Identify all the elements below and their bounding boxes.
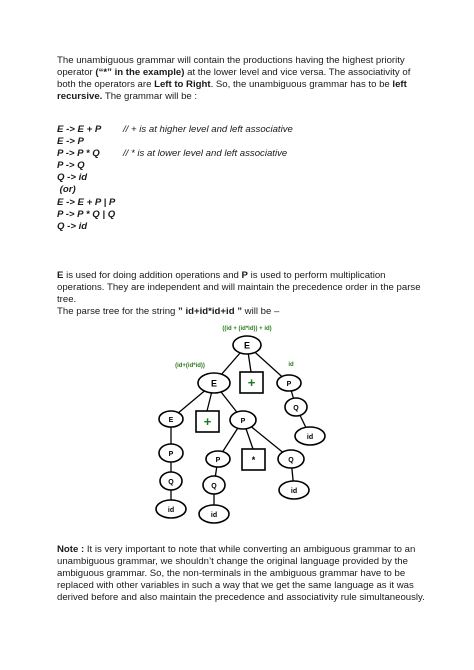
tree-node-id-q-inner [279, 481, 309, 499]
node-label: E [168, 417, 174, 424]
tree-node-id-right [295, 427, 325, 445]
intro-text-2: at the lower level and vice versa. The associativity of both the operators are [57, 67, 411, 91]
tree-node-q-left [160, 472, 182, 490]
tree-node-star [242, 449, 265, 470]
grammar-line: P -> P * Q | Q [57, 208, 116, 220]
tree-node-plus-mid [196, 411, 219, 432]
tree-node-p-left [159, 444, 183, 462]
node-label: + [247, 375, 256, 390]
annotation-right: id [288, 362, 294, 368]
grammar-comment-1: // + is at higher level and left associative [123, 124, 293, 135]
usage-text-1: is used for doing addition operations and [63, 270, 242, 281]
tree-node-e-mid [198, 373, 230, 393]
node-label: P [240, 418, 246, 425]
tree-node-plus-top [240, 372, 263, 393]
grammar-line: (or) [57, 184, 76, 196]
node-label: P [286, 381, 292, 388]
tree-node-root-e [233, 336, 261, 354]
node-label: Q [168, 479, 174, 486]
tree-node-q-under-p [203, 476, 225, 494]
node-label: Q [211, 483, 217, 490]
grammar-line: E -> P [57, 136, 84, 148]
node-label: id [210, 512, 218, 519]
usage-text-2: is used to perform multiplication operations. They are independent and will maintain the precedence order in the parse tree. [57, 270, 421, 306]
node-label: id [290, 488, 298, 495]
grammar-line: P -> Q [57, 160, 85, 172]
node-label: P [168, 451, 174, 458]
usage-text-3: The parse tree for the string [57, 306, 179, 318]
tree-node-q-right [285, 398, 307, 416]
usage-text-4: will be – [242, 306, 280, 318]
node-label: id [306, 434, 314, 441]
annotation-left: (id+(id*id)) [175, 363, 205, 369]
grammar-line: Q -> id [57, 220, 88, 232]
intro-bold-1: (“*” in the example) [95, 67, 185, 79]
usage-bold-p: P [241, 270, 248, 281]
intro-text-4: The grammar will be : [102, 91, 198, 103]
node-label: * [251, 455, 256, 465]
grammar-comment-2: // * is at lower level and left associative [123, 148, 288, 159]
node-label: Q [288, 457, 294, 464]
node-label: id [167, 507, 175, 514]
usage-bold-string: ” id+id*id+id ” [178, 306, 243, 318]
note-text: It is very important to note that while converting an ambiguous grammar to an unambiguous grammar, we shouldn’t change the original language provided by the ambiguous grammar. So, the non-terminals in the ambiguous grammar have to be replaced with other variables in such a way that we get the same language as it was derived before and also maintain the precedence and associativity rule simultaneously. [57, 544, 425, 604]
usage-bold-e: E [57, 270, 64, 281]
node-label: P [215, 457, 221, 464]
intro-text-3: . So, the unambiguous grammar has to be [210, 79, 393, 91]
note-label: Note : [57, 544, 85, 555]
node-label: E [243, 340, 251, 351]
intro-text-1: The unambiguous grammar will contain the productions having the highest priority operator [57, 55, 405, 79]
grammar-line: Q -> id [57, 172, 88, 184]
intro-bold-3: left recursive. [57, 79, 407, 103]
node-label: E [210, 378, 218, 389]
tree-node-p-inner [206, 451, 230, 467]
note-paragraph [57, 544, 427, 604]
tree-node-id-under-q [199, 505, 229, 523]
node-label: + [203, 414, 212, 429]
tree-node-q-inner [278, 450, 304, 468]
tree-node-e-left [159, 411, 183, 427]
grammar-line: P -> P * Q [57, 148, 100, 160]
tree-node-id-left [156, 500, 186, 518]
annotation-root: ((id + (id*id)) + id) [222, 326, 272, 332]
node-label: Q [293, 405, 299, 412]
tree-node-p-right [277, 375, 301, 391]
grammar-line: E -> E + P [57, 124, 102, 135]
grammar-line: E -> E + P | P [57, 196, 116, 208]
intro-bold-2: Left to Right [154, 79, 211, 91]
tree-node-p-mid [230, 411, 256, 429]
